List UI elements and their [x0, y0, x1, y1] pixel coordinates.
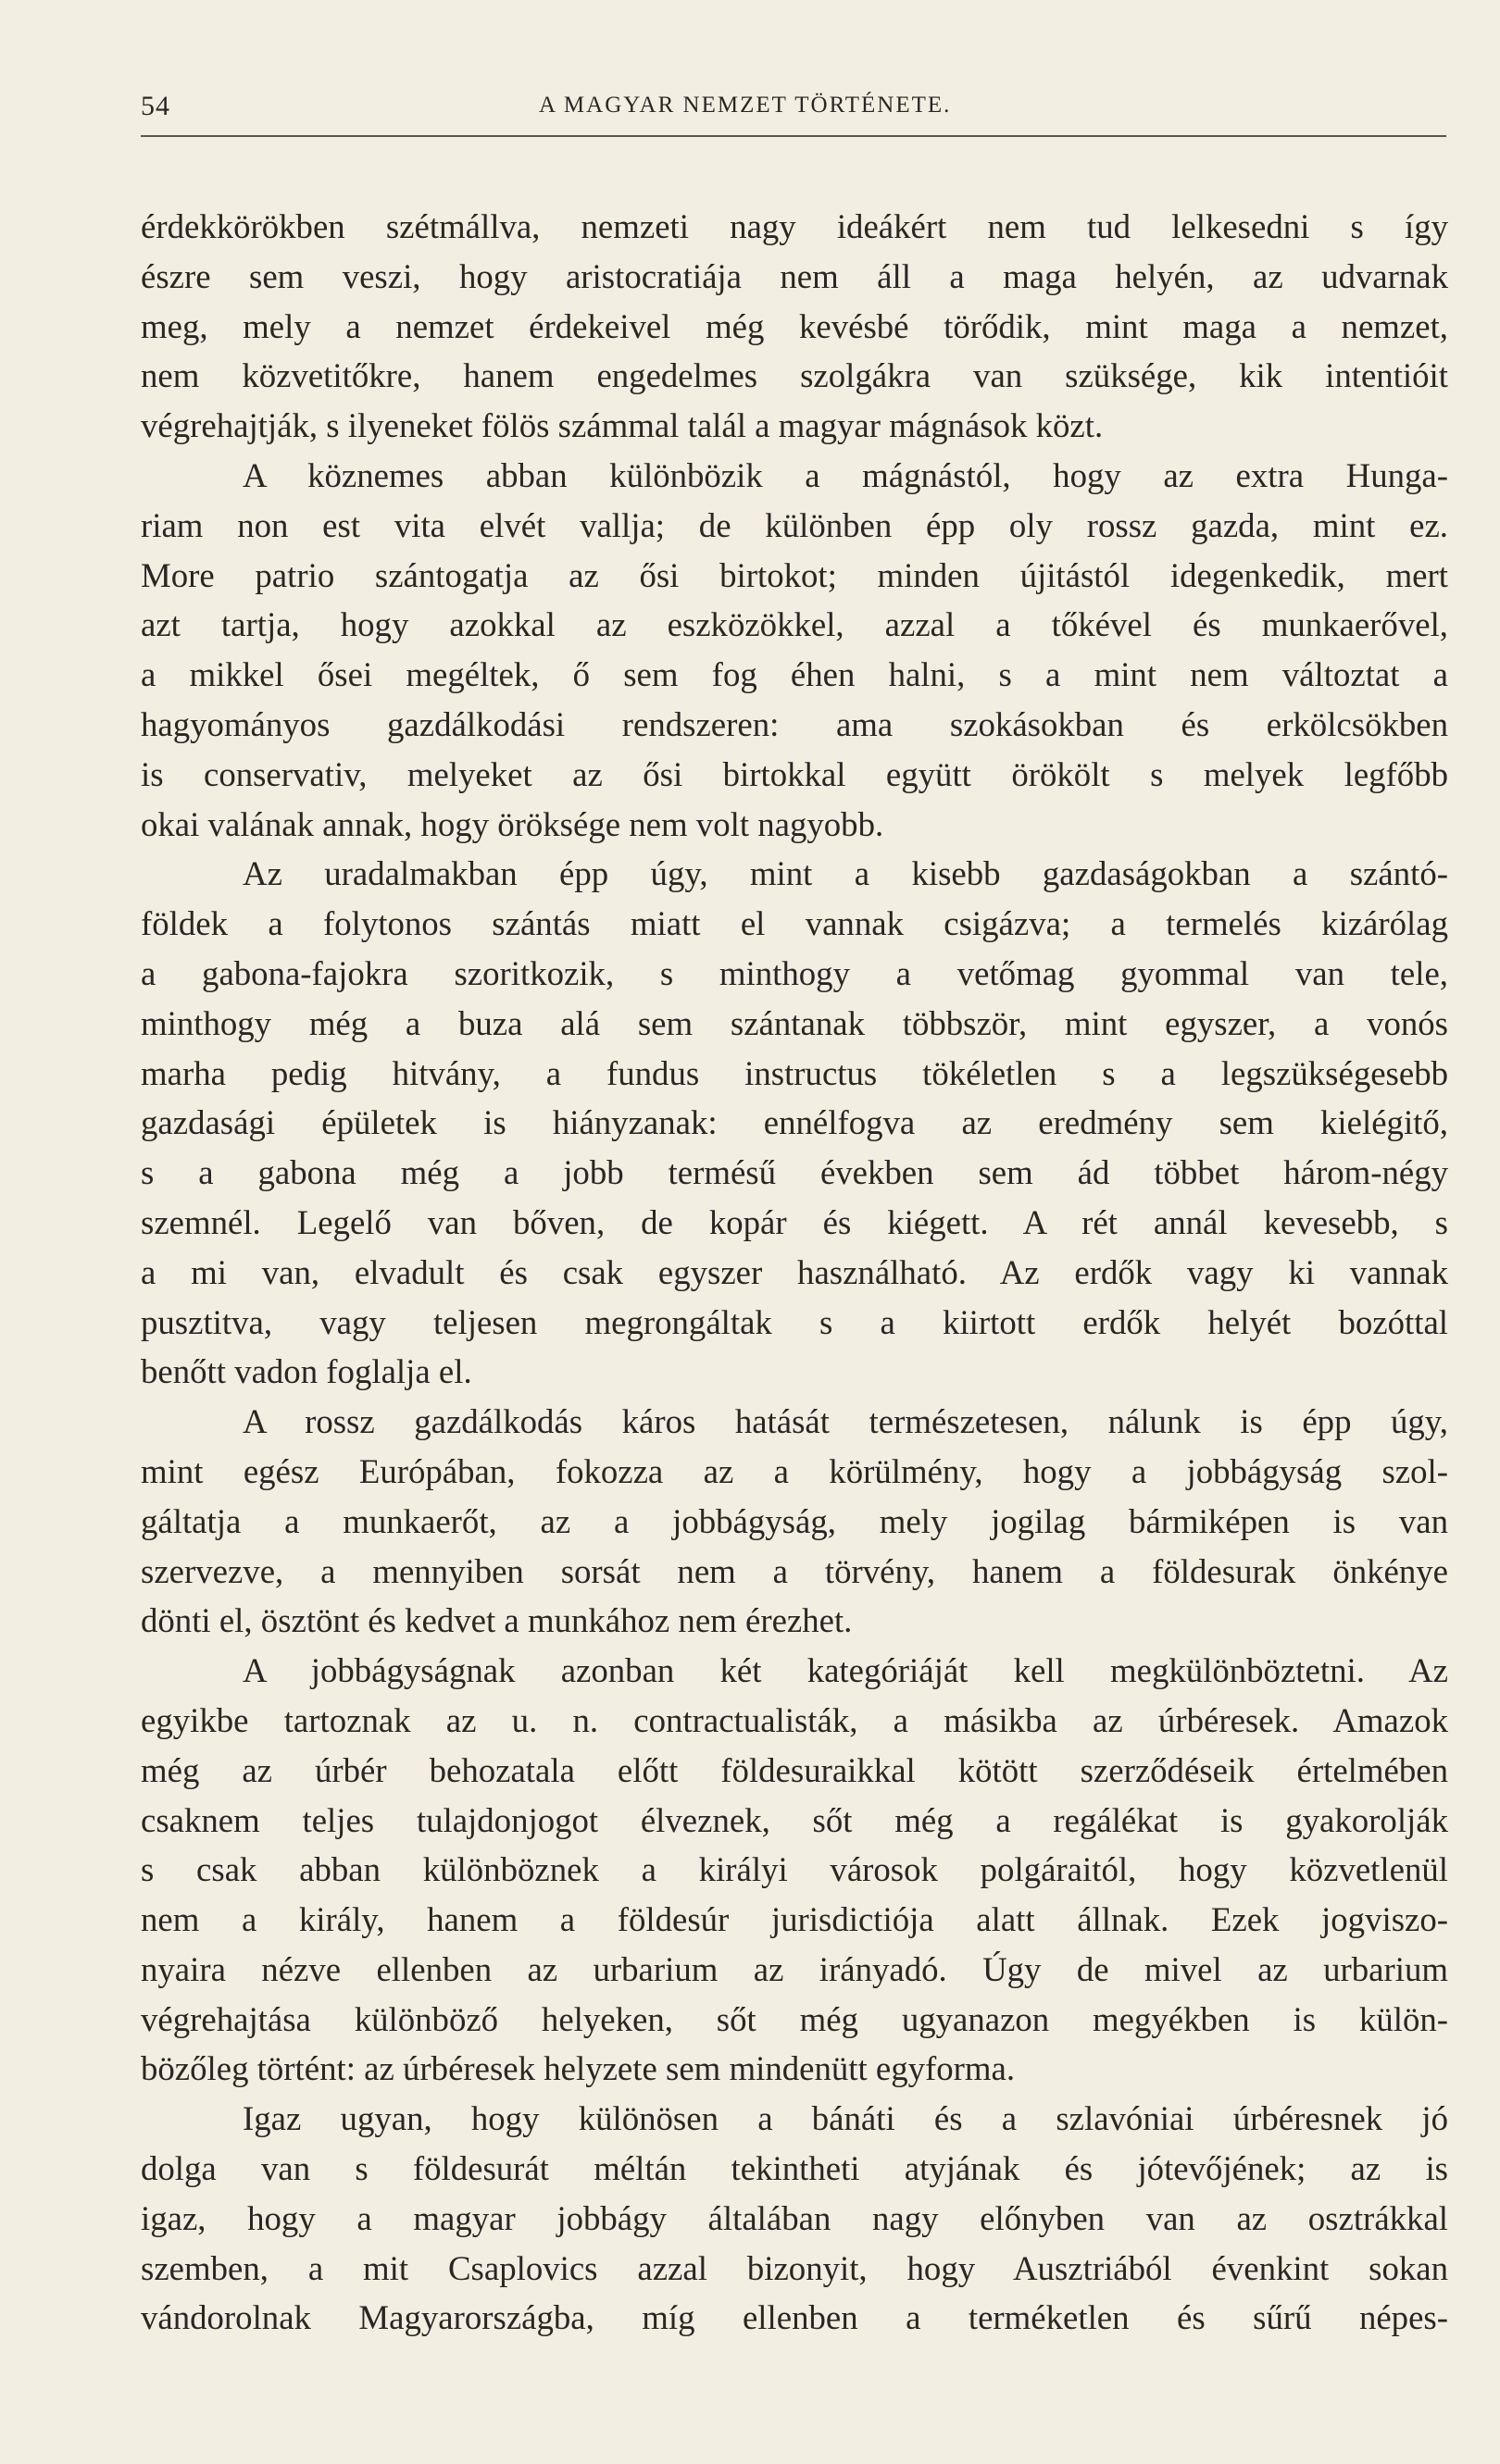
text-line: Az uradalmakban épp úgy, mint a kisebb gazdaságokban a szántó- [243, 854, 1448, 893]
text-line: nyaira nézve ellenben az urbarium az irányadó. Úgy de mivel az urbarium [141, 1949, 1448, 1988]
text-line: minthogy még a buza alá sem szántanak többször, mint egyszer, a vonós [141, 1003, 1448, 1042]
paragraph [141, 202, 1448, 451]
text-line: csaknem teljes tulajdonjogot élveznek, sőt még a regálékat is gyakorolják [141, 1800, 1448, 1839]
text-line: bözőleg történt: az úrbéresek helyzete sem mindenütt egyforma. [141, 2049, 1016, 2088]
text-line: meg, mely a nemzet érdekeivel még kevésbé törődik, mint maga a nemzet, [141, 306, 1448, 345]
text-line: marha pedig hitvány, a fundus instructus tökéletlen s a legszükségesebb [141, 1053, 1448, 1092]
text-line: egyikbe tartoznak az u. n. contractualisták, a másikba az úrbéresek. Amazok [141, 1700, 1448, 1739]
text-line: végrehajtása különböző helyeken, sőt még ugyanazon megyékben is külön- [141, 1999, 1448, 2038]
text-line: a mikkel ősei megéltek, ő sem fog éhen halni, s a mint nem változtat a [141, 655, 1448, 694]
paragraph [141, 451, 1448, 849]
text-line: gáltatja a munkaerőt, az a jobbágyság, mely jogilag bármiképen is van [141, 1501, 1448, 1540]
text-line: okai valának annak, hogy öröksége nem volt nagyobb. [141, 804, 884, 843]
text-line: mint egész Európában, fokozza az a körülmény, hogy a jobbágyság szol- [141, 1451, 1448, 1490]
text-line: A köznemes abban különbözik a mágnástól, hogy az extra Hunga- [243, 455, 1448, 494]
text-line: s csak abban különböznek a királyi városok polgáraitól, hogy közvetlenül [141, 1850, 1448, 1889]
text-line: gazdasági épületek is hiányzanak: ennélfogva az eredmény sem kielégitő, [141, 1103, 1448, 1142]
text-line: érdekkörökben szétmállva, nemzeti nagy ideákért nem tud lelkesedni s így [141, 207, 1448, 245]
text-line: A jobbágyságnak azonban két kategóriáját kell megkülönböztetni. Az [243, 1651, 1448, 1690]
text-line: szervezve, a mennyiben sorsát nem a törvény, hanem a földesurak önkénye [141, 1551, 1448, 1590]
paragraph [141, 849, 1448, 1397]
text-line: pusztitva, vagy teljesen megrongáltak s a kiirtott erdők helyét bozóttal [141, 1302, 1448, 1341]
text-line: azt tartja, hogy azokkal az eszközökkel, azzal a tőkével és munkaerővel, [141, 605, 1448, 644]
text-line: benőtt vadon foglalja el. [141, 1352, 472, 1391]
text-line: s a gabona még a jobb termésű években sem ád többet három-négy [141, 1153, 1448, 1192]
paragraph [141, 1397, 1448, 1646]
text-line: még az úrbér behozatala előtt földesuraikkal kötött szerződéseik értelmében [141, 1750, 1448, 1789]
text-line: a mi van, elvadult és csak egyszer használható. Az erdők vagy ki vannak [141, 1252, 1448, 1291]
text-line: dolga van s földesurát méltán tekintheti atyjának és jótevőjének; az is [141, 2149, 1448, 2188]
text-line: végrehajtják, s ilyeneket fölös számmal talál a magyar mágnások közt. [141, 406, 1104, 445]
paragraph [141, 2094, 1448, 2343]
text-line: szemnél. Legelő van bőven, de kopár és kiégett. A rét annál kevesebb, s [141, 1202, 1448, 1241]
page-header [141, 91, 1446, 137]
text-line: földek a folytonos szántás miatt el vannak csigázva; a termelés kizárólag [141, 904, 1448, 943]
text-line: dönti el, ösztönt és kedvet a munkához nem érezhet. [141, 1601, 853, 1640]
text-line: igaz, hogy a magyar jobbágy általában nagy előnyben van az osztrákkal [141, 2198, 1448, 2237]
text-line: észre sem veszi, hogy aristocratiája nem áll a maga helyén, az udvarnak [141, 256, 1448, 295]
text-line: hagyományos gazdálkodási rendszeren: ama szokásokban és erkölcsökben [141, 704, 1448, 743]
text-line: riam non est vita elvét vallja; de különben épp oly rossz gazda, mint ez. [141, 505, 1448, 544]
text-line: More patrio szántogatja az ősi birtokot; minden újitástól idegenkedik, mert [141, 555, 1448, 594]
text-line: nem a király, hanem a földesúr jurisdictiója alatt állnak. Ezek jogviszo- [141, 1900, 1448, 1939]
running-title: A MAGYAR NEMZET TÖRTÉNETE. [539, 93, 952, 118]
text-line: nem közvetitőkre, hanem engedelmes szolgákra van szüksége, kik intentióit [141, 356, 1448, 395]
text-line: vándorolnak Magyarországba, míg ellenben a terméketlen és sűrű népes- [141, 2298, 1448, 2337]
paragraph [141, 1646, 1448, 2094]
text-line: Igaz ugyan, hogy különösen a bánáti és a szlavóniai úrbéresnek jó [243, 2099, 1448, 2138]
page-number: 54 [141, 91, 170, 121]
text-line: is conservativ, melyeket az ősi birtokkal együtt örökölt s melyek legfőbb [141, 754, 1448, 793]
text-line: a gabona-fajokra szoritkozik, s minthogy a vetőmag gyommal van tele, [141, 953, 1448, 992]
text-line: A rossz gazdálkodás káros hatását természetesen, nálunk is épp úgy, [243, 1402, 1448, 1441]
body-text [141, 202, 1448, 2343]
text-line: szemben, a mit Csaplovics azzal bizonyit, hogy Ausztriából évenkint sokan [141, 2248, 1448, 2287]
